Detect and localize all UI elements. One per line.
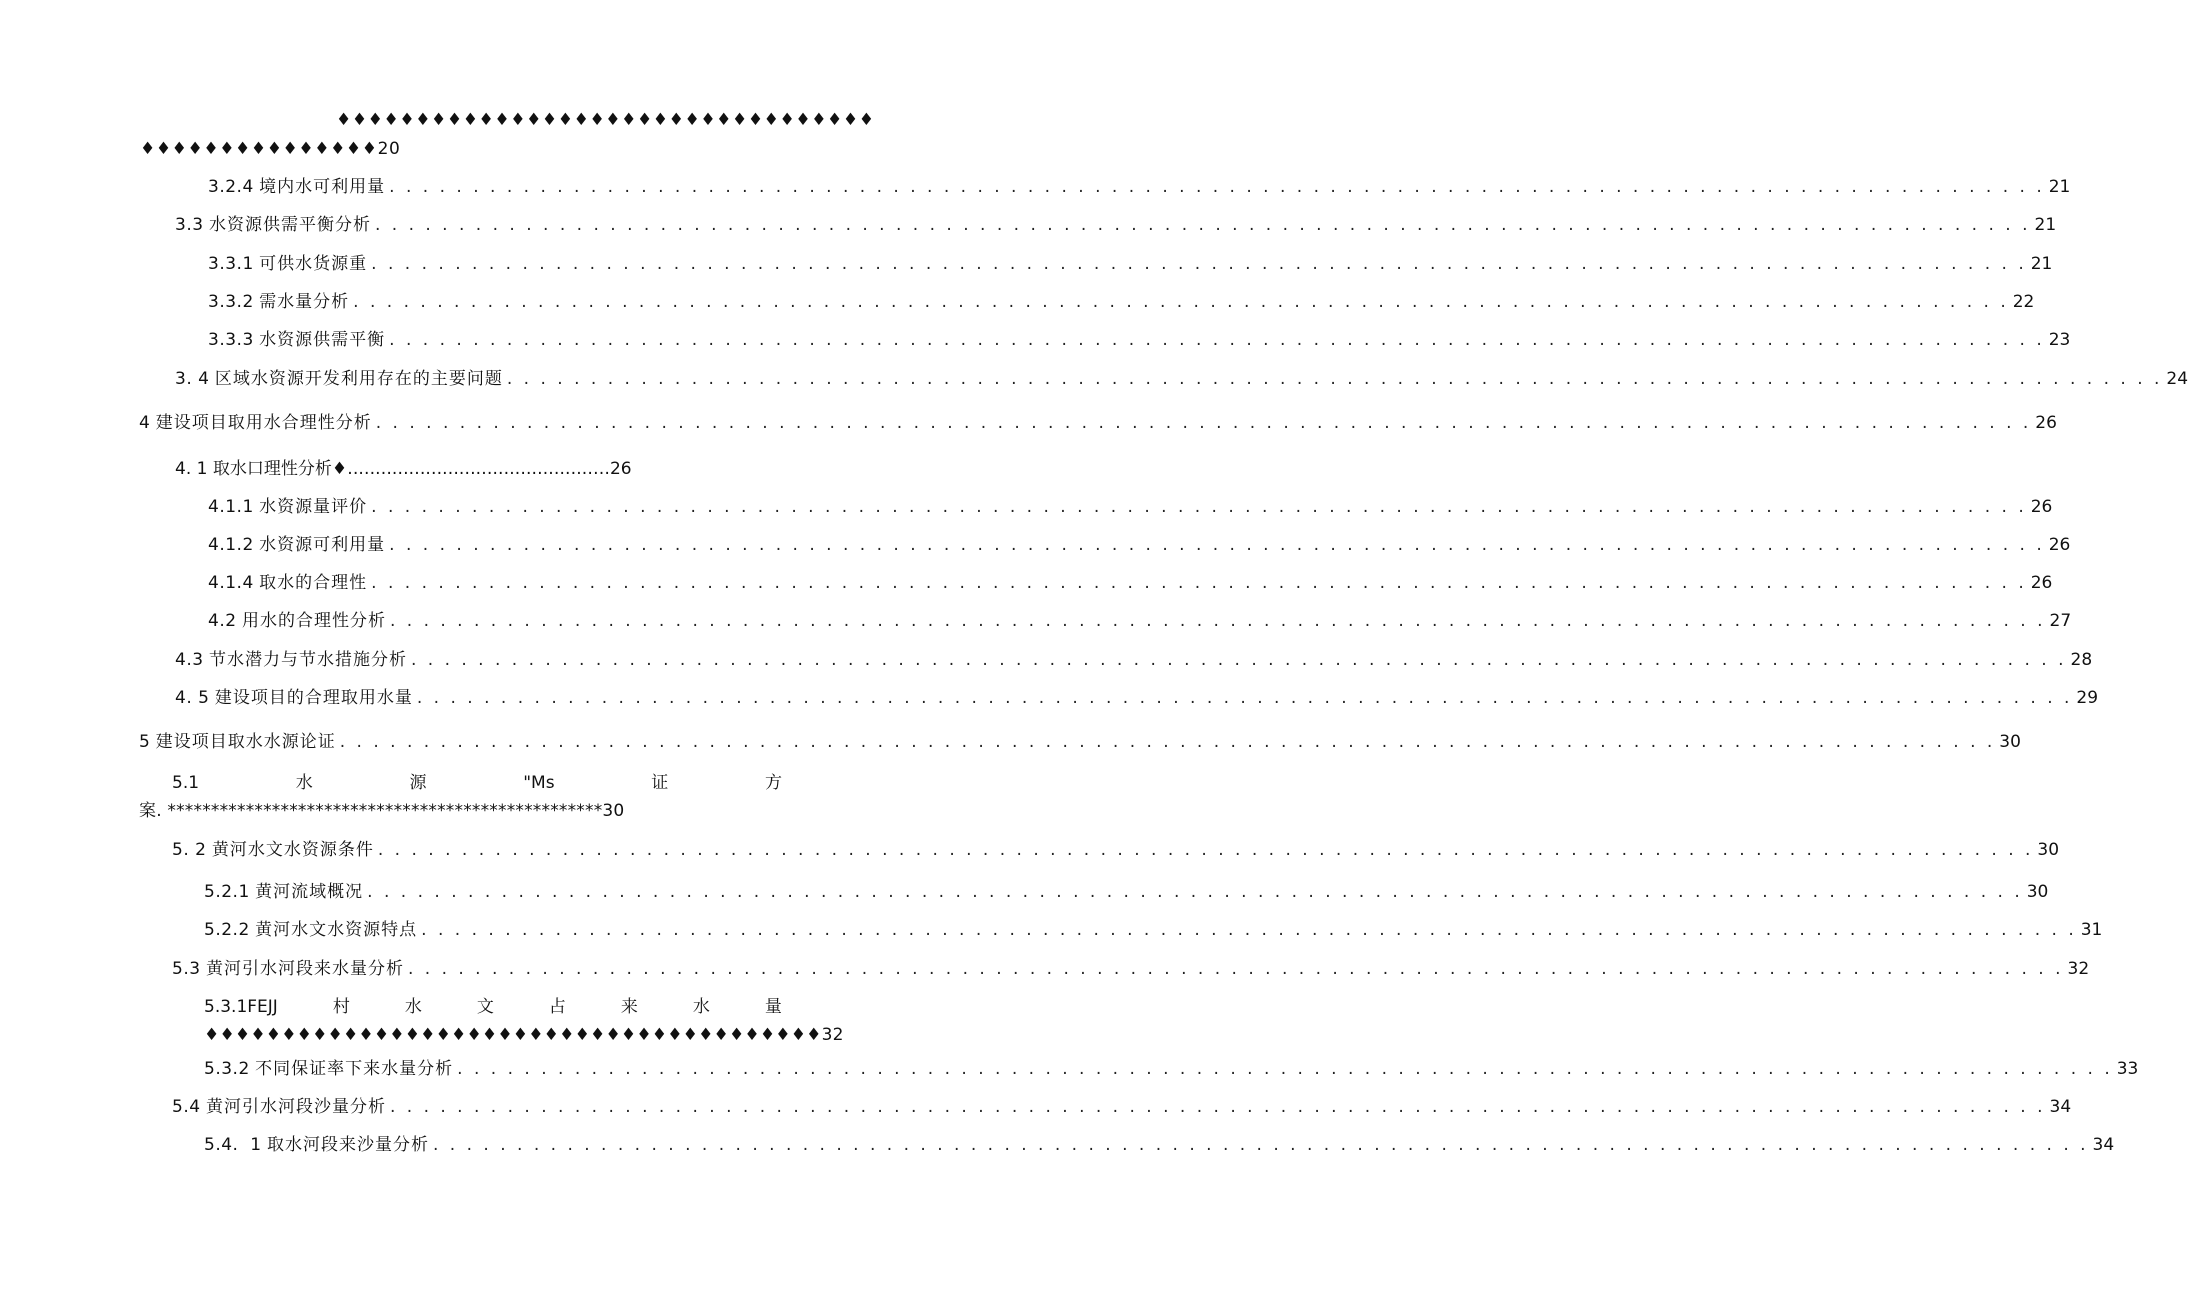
toc-entry-number: 5.3 xyxy=(172,959,201,979)
toc-entry[interactable] xyxy=(208,328,2071,352)
toc-spread-word: 村 xyxy=(332,997,350,1017)
toc-leader-dots xyxy=(371,495,2027,519)
toc-entry-title: 区域水资源开发利用存在的主要问题 xyxy=(214,369,503,389)
toc-entry-page: 24 xyxy=(2166,369,2188,389)
toc-spread-word: 5.1 xyxy=(172,773,200,793)
toc-entry-number: 4.1.1 xyxy=(208,497,254,517)
toc-entry-garbled[interactable]: 4. 1 取水口理性分析♦‥.‥.‥.‥.‥.‥.‥.‥.‥.‥.‥.‥.‥.‥.‥…26 xyxy=(175,459,632,479)
toc-entry-page: 27 xyxy=(2049,611,2072,631)
toc-leader-dots xyxy=(390,1095,2046,1119)
toc-spread-word: 来 xyxy=(620,997,638,1017)
toc-entry[interactable] xyxy=(208,495,2053,519)
toc-entry-page: 21 xyxy=(2048,177,2071,197)
toc-entry-justified[interactable] xyxy=(204,995,782,1019)
toc-entry[interactable] xyxy=(204,880,2049,904)
toc-leader-dots xyxy=(371,571,2027,595)
toc-entry-number: 5.4. 1 xyxy=(204,1135,262,1155)
toc-entry[interactable] xyxy=(204,1057,2139,1081)
toc-leader-dots xyxy=(457,1057,2113,1081)
toc-entry-number: 3.3 xyxy=(175,215,204,235)
toc-entry[interactable] xyxy=(208,533,2071,557)
toc-entry-number: 4. 5 xyxy=(175,688,210,708)
toc-leader-dots xyxy=(353,290,2009,314)
toc-entry-page: 26 xyxy=(2030,573,2053,593)
toc-entry[interactable] xyxy=(208,609,2072,633)
toc-entry-title: 水资源量评价 xyxy=(259,497,368,517)
toc-entry-title: 黄河水文水资源条件 xyxy=(211,840,374,860)
toc-spread-word: 量 xyxy=(764,997,782,1017)
toc-entry-title: 境内水可利用量 xyxy=(259,177,386,197)
toc-entry-title: 黄河引水河段来水量分析 xyxy=(205,959,404,979)
toc-entry-page: 26 xyxy=(2030,497,2053,517)
toc-leader-dots xyxy=(371,252,2027,276)
toc-entry-title: 可供水货源重 xyxy=(259,254,368,274)
toc-entry-title: 黄河水文水资源特点 xyxy=(255,920,418,940)
toc-entry[interactable] xyxy=(172,838,2060,862)
toc-entry-title: 建设项目的合理取用水量 xyxy=(214,688,413,708)
toc-entry-page: 22 xyxy=(2012,292,2035,312)
toc-entry-number: 5 xyxy=(139,732,151,752)
toc-entry[interactable] xyxy=(175,686,2099,710)
toc-entry-title: 需水量分析 xyxy=(259,292,350,312)
toc-entry-page: 29 xyxy=(2076,688,2099,708)
toc-leader-dots xyxy=(340,730,1996,754)
toc-entry-title: 用水的合理性分析 xyxy=(241,611,386,631)
toc-entry-number: 5.3.2 xyxy=(204,1059,250,1079)
toc-entry-title: 水资源可利用量 xyxy=(259,535,386,555)
toc-leader-dots xyxy=(417,686,2073,710)
toc-entry-number: 4.3 xyxy=(175,650,204,670)
toc-leader-dots xyxy=(378,838,2034,862)
toc-entry-continuation: 案. **************************************************30 xyxy=(139,801,625,821)
toc-entry-page: 23 xyxy=(2048,330,2071,350)
toc-entry-page: 26 xyxy=(2048,535,2071,555)
toc-entry-title: 水资源供需平衡 xyxy=(259,330,386,350)
toc-spread-word: 水 xyxy=(692,997,710,1017)
toc-spread-word: 证 xyxy=(651,773,669,793)
toc-entry-title: 节水潜力与节水措施分析 xyxy=(208,650,407,670)
toc-entry-number: 5.2.1 xyxy=(204,882,250,902)
toc-entry-number: 5. 2 xyxy=(172,840,207,860)
toc-entry-number: 4.2 xyxy=(208,611,237,631)
toc-leader-dots xyxy=(411,648,2067,672)
toc-leader-dots xyxy=(375,213,2031,237)
toc-entry[interactable] xyxy=(139,411,2057,435)
toc-entry-title: 水资源供需平衡分析 xyxy=(208,215,371,235)
toc-entry-page: 26 xyxy=(2035,413,2057,433)
toc-entry-title: 取水河段来沙量分析 xyxy=(266,1135,429,1155)
toc-entry-title: 建设项目取水水源论证 xyxy=(155,732,336,752)
toc-leader-dots xyxy=(389,533,2045,557)
toc-leader-dots xyxy=(408,957,2064,981)
toc-spread-word: 水 xyxy=(295,773,313,793)
toc-entry-number: 3.3.2 xyxy=(208,292,254,312)
toc-spread-word: 5.3.1FEJJ xyxy=(204,997,278,1017)
toc-entry-title: 不同保证率下来水量分析 xyxy=(255,1059,454,1079)
toc-entry-number: 3.3.3 xyxy=(208,330,254,350)
toc-leader-dots xyxy=(376,411,2032,435)
toc-entry-title: 取水的合理性 xyxy=(259,573,368,593)
toc-leader-dots xyxy=(507,367,2163,391)
toc-entry-page: 21 xyxy=(2034,215,2057,235)
toc-entry-number: 4.1.4 xyxy=(208,573,254,593)
toc-entry[interactable] xyxy=(204,1133,2115,1157)
toc-garbled-line-end: ♦♦♦♦♦♦♦♦♦♦♦♦♦♦♦20 xyxy=(140,139,401,159)
toc-leader-dots xyxy=(389,328,2045,352)
toc-entry[interactable] xyxy=(208,290,2035,314)
toc-spread-word: 占 xyxy=(548,997,566,1017)
toc-entry[interactable] xyxy=(172,1095,2072,1119)
toc-entry-page: 30 xyxy=(2026,882,2049,902)
toc-entry-page: 34 xyxy=(2049,1097,2072,1117)
toc-spread-word: 方 xyxy=(764,773,782,793)
toc-garbled-line: ♦♦♦♦♦♦♦♦♦♦♦♦♦♦♦♦♦♦♦♦♦♦♦♦♦♦♦♦♦♦♦♦♦♦ xyxy=(336,110,875,130)
toc-entry[interactable] xyxy=(208,175,2071,199)
toc-entry-number: 3.3.1 xyxy=(208,254,254,274)
toc-entry[interactable] xyxy=(208,252,2053,276)
toc-leader-dots xyxy=(421,918,2077,942)
toc-entry[interactable] xyxy=(208,571,2053,595)
toc-entry-number: 3. 4 xyxy=(175,369,210,389)
toc-entry-number: 4 xyxy=(139,413,151,433)
toc-leader-dots xyxy=(389,175,2045,199)
toc-entry-page: 33 xyxy=(2116,1059,2139,1079)
toc-entry-continuation: ♦♦♦♦♦♦♦♦♦♦♦♦♦♦♦♦♦♦♦♦♦♦♦♦♦♦♦♦♦♦♦♦♦♦♦♦♦♦♦♦32 xyxy=(204,1025,844,1045)
toc-spread-word: 源 xyxy=(409,773,427,793)
toc-entry-page: 21 xyxy=(2030,254,2053,274)
toc-leader-dots xyxy=(433,1133,2089,1157)
toc-entry-page: 28 xyxy=(2070,650,2093,670)
toc-entry-page: 32 xyxy=(2067,959,2090,979)
toc-entry-number: 3.2.4 xyxy=(208,177,254,197)
toc-entry[interactable] xyxy=(139,730,2021,754)
toc-entry-page: 34 xyxy=(2092,1135,2115,1155)
toc-entry-page: 31 xyxy=(2080,920,2103,940)
toc-entry[interactable] xyxy=(175,367,2188,391)
toc-leader-dots xyxy=(367,880,2023,904)
toc-spread-word: 文 xyxy=(476,997,494,1017)
toc-spread-word: "Ms xyxy=(523,773,555,793)
toc-entry-number: 5.2.2 xyxy=(204,920,250,940)
toc-entry[interactable] xyxy=(175,648,2093,672)
toc-entry-title: 黄河流域概况 xyxy=(255,882,364,902)
toc-entry[interactable] xyxy=(204,918,2103,942)
toc-entry-number: 5.4 xyxy=(172,1097,201,1117)
toc-spread-word: 水 xyxy=(404,997,422,1017)
toc-entry[interactable] xyxy=(175,213,2057,237)
toc-entry-title: 黄河引水河段沙量分析 xyxy=(205,1097,386,1117)
toc-entry-number: 4.1.2 xyxy=(208,535,254,555)
toc-entry-title: 建设项目取用水合理性分析 xyxy=(155,413,372,433)
toc-entry-page: 30 xyxy=(1999,732,2021,752)
toc-entry-justified[interactable] xyxy=(172,771,782,795)
toc-entry[interactable] xyxy=(172,957,2090,981)
toc-leader-dots xyxy=(390,609,2046,633)
toc-entry-page: 30 xyxy=(2037,840,2060,860)
